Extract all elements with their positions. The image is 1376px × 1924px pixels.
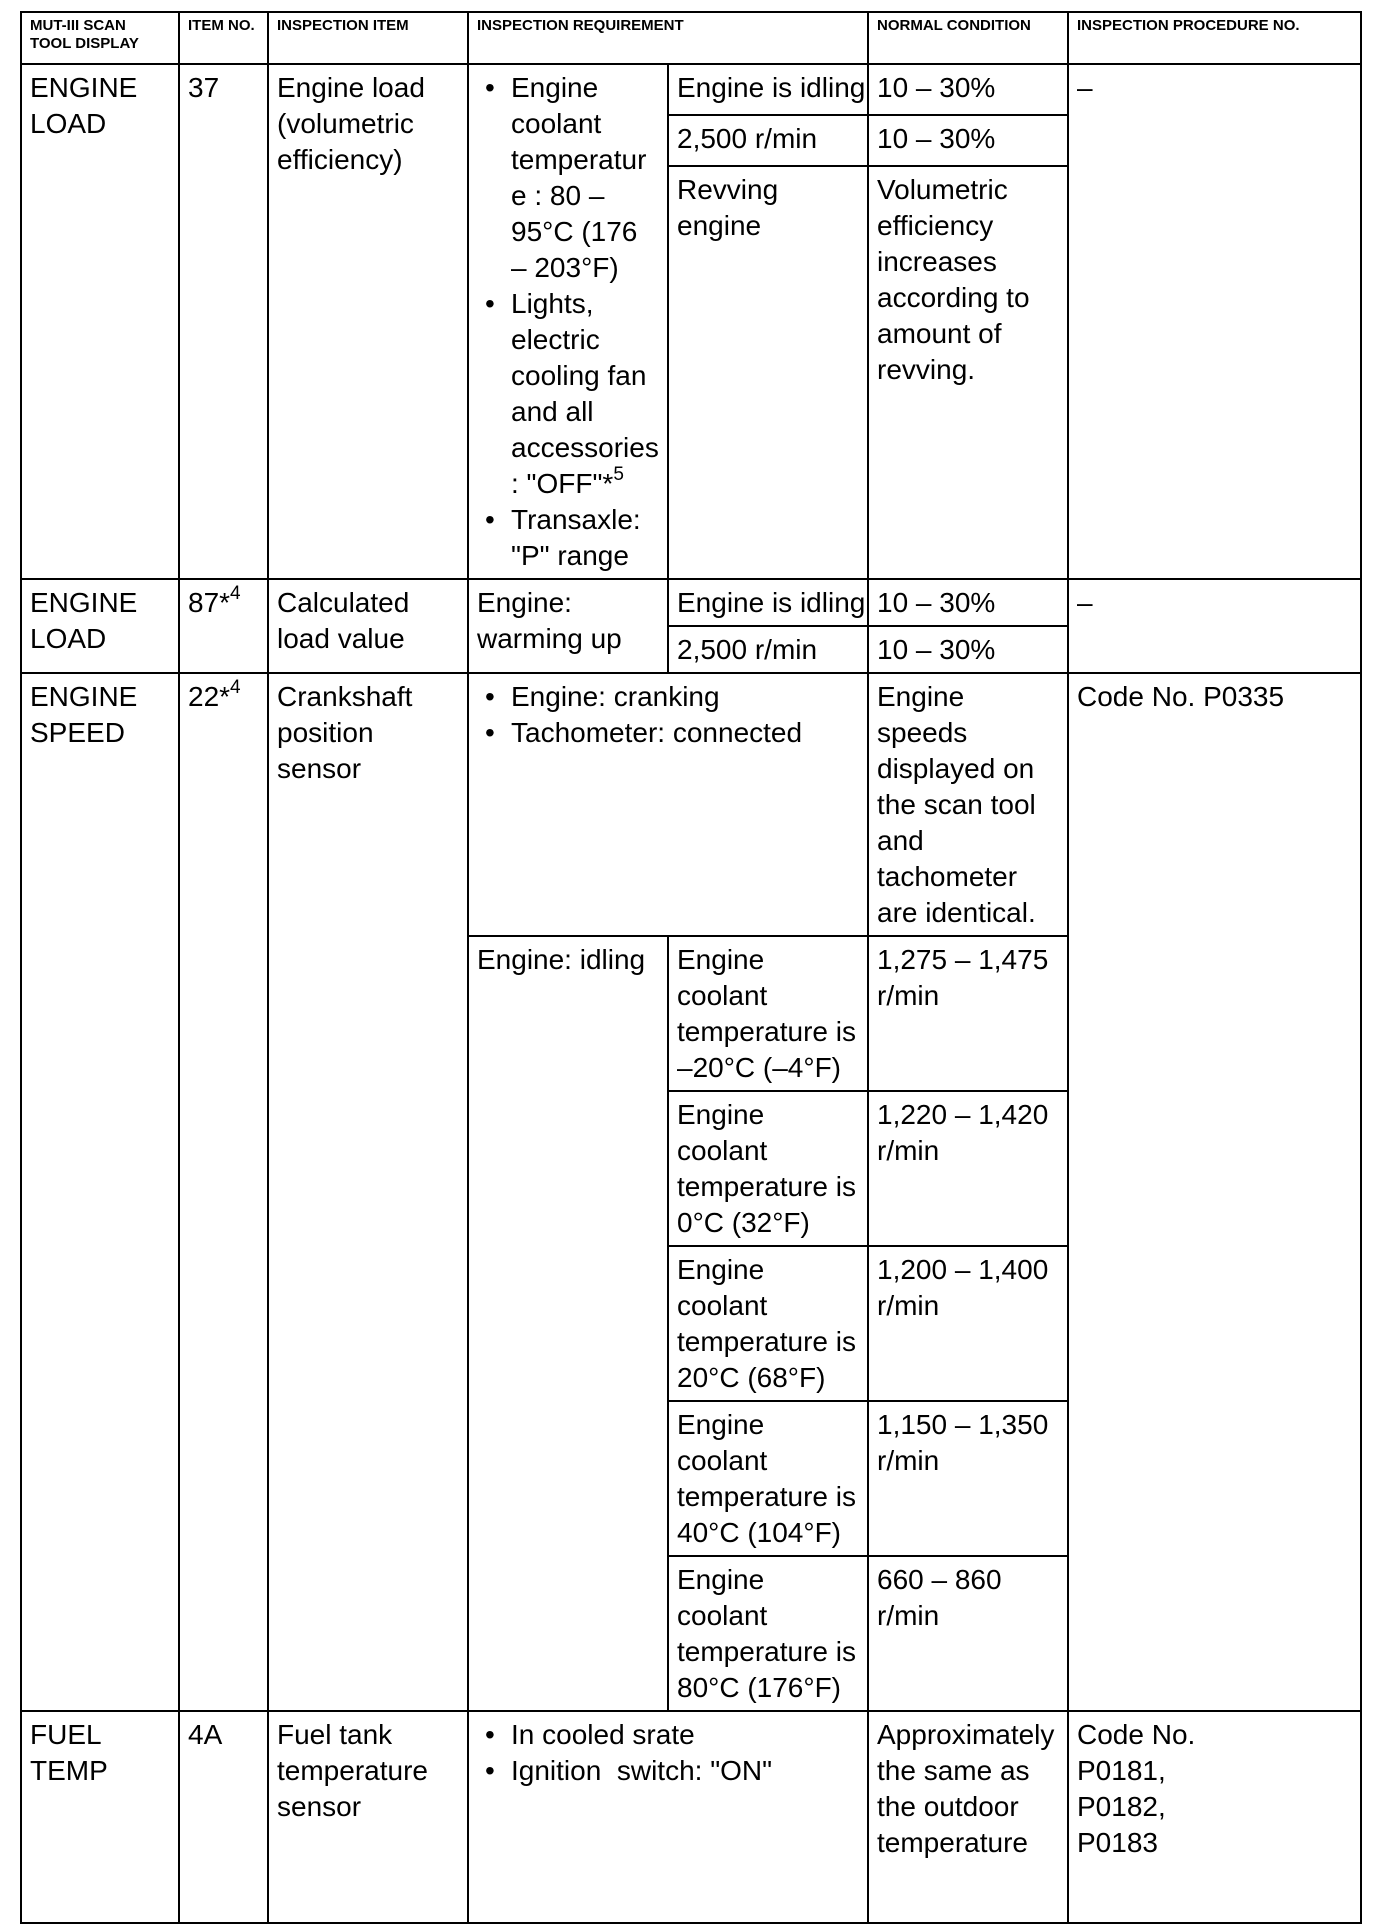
list-item: • Engine: cranking <box>477 679 859 715</box>
requirement-cell <box>468 64 668 579</box>
list-item: • Ignition switch: "ON" <box>477 1753 859 1789</box>
condition-cell: Engine coolant temperature is 0°C (32°F) <box>668 1091 868 1246</box>
item-no-text: 22* <box>188 681 231 712</box>
requirement-list <box>477 1717 859 1789</box>
condition-cell: 2,500 r/min <box>668 115 868 166</box>
normal-cell: Engine speeds displayed on the scan tool and tachometer are identical. <box>868 673 1068 936</box>
normal-cell: 10 – 30% <box>868 64 1068 115</box>
inspection-table <box>20 11 1362 1924</box>
procedure-cell: – <box>1068 579 1361 673</box>
normal-cell: 10 – 30% <box>868 626 1068 673</box>
footnote-mark: 4 <box>230 676 241 698</box>
procedure-line: Code No. <box>1077 1719 1196 1750</box>
list-item: • In cooled srate <box>477 1717 859 1753</box>
header-normal: NORMAL CONDITION <box>868 12 1068 64</box>
normal-cell: 1,220 – 1,420 r/min <box>868 1091 1068 1246</box>
table-row <box>21 1711 1361 1923</box>
procedure-cell <box>1068 1711 1361 1923</box>
table-row <box>21 64 1361 115</box>
normal-cell: Volumetric efficiency increases according to amount of revving. <box>868 166 1068 579</box>
requirement-list <box>477 70 659 574</box>
procedure-cell: – <box>1068 64 1361 579</box>
list-item: • Transaxle: "P" range <box>477 502 659 574</box>
normal-cell: 10 – 30% <box>868 579 1068 626</box>
procedure-line: P0181, <box>1077 1755 1166 1786</box>
header-item-no: ITEM NO. <box>179 12 268 64</box>
condition-cell: 2,500 r/min <box>668 626 868 673</box>
requirement-cell <box>468 1711 868 1923</box>
normal-cell: 660 – 860 r/min <box>868 1556 1068 1711</box>
condition-cell: Engine coolant temperature is 40°C (104°F) <box>668 1401 868 1556</box>
condition-cell: Engine coolant temperature is –20°C (–4°F) <box>668 936 868 1091</box>
item-cell: Crankshaft position sensor <box>268 673 468 1711</box>
condition-cell: Engine is idling <box>668 579 868 626</box>
normal-cell: 1,200 – 1,400 r/min <box>868 1246 1068 1401</box>
table-row <box>21 673 1361 936</box>
item-no-cell: 37 <box>179 64 268 579</box>
display-cell: ENGINE LOAD <box>21 579 179 673</box>
footnote-mark: 4 <box>230 582 241 604</box>
normal-cell: 1,275 – 1,475 r/min <box>868 936 1068 1091</box>
header-requirement: INSPECTION REQUIREMENT <box>468 12 868 64</box>
inspection-table-container <box>20 11 1360 1924</box>
item-no-cell: 4A <box>179 1711 268 1923</box>
procedure-line: P0183 <box>1077 1827 1158 1858</box>
footnote-mark: 5 <box>613 463 624 485</box>
item-no-text: 87* <box>188 587 231 618</box>
item-cell: Calculated load value <box>268 579 468 673</box>
procedure-cell: Code No. P0335 <box>1068 673 1361 1711</box>
item-cell: Fuel tank temperature sensor <box>268 1711 468 1923</box>
header-row <box>21 12 1361 64</box>
list-item <box>477 286 659 502</box>
item-no-cell <box>179 579 268 673</box>
display-cell: FUEL TEMP <box>21 1711 179 1923</box>
normal-cell: 1,150 – 1,350 r/min <box>868 1401 1068 1556</box>
requirement-cell <box>468 673 868 936</box>
requirement-cell: Engine: warming up <box>468 579 668 673</box>
item-cell: Engine load (volumetric efficiency) <box>268 64 468 579</box>
condition-cell: Engine coolant temperature is 20°C (68°F) <box>668 1246 868 1401</box>
requirement-list <box>477 679 859 751</box>
normal-cell: 10 – 30% <box>868 115 1068 166</box>
header-display: MUT-III SCAN TOOL DISPLAY <box>21 12 179 64</box>
display-cell: ENGINE LOAD <box>21 64 179 579</box>
header-item: INSPECTION ITEM <box>268 12 468 64</box>
table-row <box>21 579 1361 626</box>
display-cell: ENGINE SPEED <box>21 673 179 1711</box>
requirement-text: Lights, electric cooling fan and all accessories : "OFF"* <box>511 288 659 499</box>
list-item: • Engine coolant temperature : 80 – 95°C (176 – 203°F) <box>477 70 659 286</box>
condition-cell: Engine coolant temperature is 80°C (176°F) <box>668 1556 868 1711</box>
item-no-cell <box>179 673 268 1711</box>
list-item: • Tachometer: connected <box>477 715 859 751</box>
requirement-cell: Engine: idling <box>468 936 668 1711</box>
condition-cell: Engine is idling <box>668 64 868 115</box>
normal-cell: Approximately the same as the outdoor temperature <box>868 1711 1068 1923</box>
header-procedure: INSPECTION PROCEDURE NO. <box>1068 12 1361 64</box>
procedure-line: P0182, <box>1077 1791 1166 1822</box>
condition-cell: Revving engine <box>668 166 868 579</box>
